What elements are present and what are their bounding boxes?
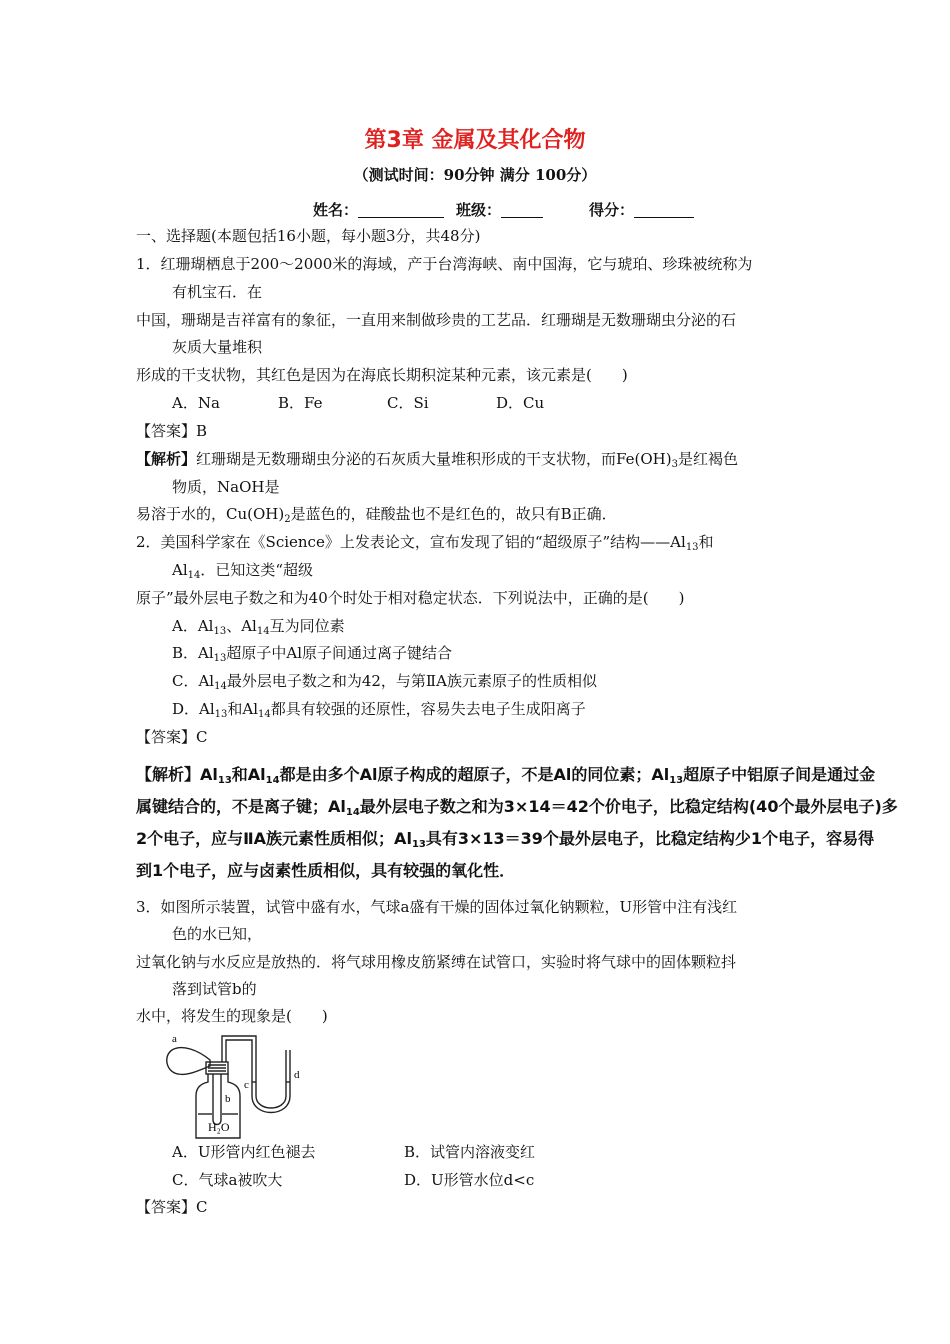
name-label: 姓名：	[313, 201, 359, 219]
apparatus-diagram	[160, 1030, 310, 1140]
q1-analysis	[136, 505, 617, 523]
q2-stem: 原子”最外层电子数之和为40个时处于相对稳定状态．下列说法中，正确的是( )	[136, 589, 685, 607]
analysis-text: 2个电子，应与ⅡA族元素性质相似；Al	[136, 829, 412, 848]
q2-analysis	[136, 829, 874, 849]
q3-option-b: B．试管内溶液变红	[404, 1143, 536, 1161]
q1-option-c: C．Si	[387, 394, 429, 412]
score-blank	[634, 203, 694, 218]
q2-option-a	[172, 617, 345, 635]
q1-option-b: B．Fe	[278, 394, 323, 412]
q2-answer: 【答案】C	[136, 728, 208, 746]
analysis-text: 是蓝色的，硅酸盐也不是红色的，故只有B正确．	[290, 505, 617, 523]
option-text: 超原子中Al原子间通过离子键结合	[226, 644, 453, 662]
subscript: 14	[256, 626, 270, 637]
label-c: c	[244, 1079, 249, 1091]
label-b: b	[225, 1093, 231, 1105]
analysis-text: 超原子中铝原子间是通过金	[683, 765, 876, 784]
stem-text: Al	[172, 561, 188, 579]
subscript: 14	[265, 775, 280, 786]
option-text: 最外层电子数之和为42，与第ⅡA族元素原子的性质相似	[226, 672, 597, 690]
q1-answer: 【答案】B	[136, 422, 208, 440]
analysis-text: 具有3×13＝39个最外层电子，比稳定结构少1个电子，容易得	[425, 829, 875, 848]
analysis-text: 易溶于水的，Cu(OH)	[136, 505, 285, 523]
balloon-shape	[167, 1048, 210, 1075]
analysis-text: 都是由多个Al原子构成的超原子，不是Al的同位素；Al	[279, 765, 670, 784]
label-water: H₂O	[208, 1120, 230, 1134]
q1-analysis: 物质，NaOH是	[172, 478, 280, 496]
subscript: 13	[411, 839, 426, 850]
q3-stem: 3．如图所示装置，试管中盛有水，气球a盛有干燥的固体过氧化钠颗粒，U形管中注有浅红	[136, 898, 738, 916]
q1-stem: 有机宝石．在	[172, 283, 263, 301]
q3-stem: 落到试管b的	[172, 980, 257, 998]
q1-stem: 1．红珊瑚栖息于200～2000米的海域，产于台湾海峡、南中国海，它与琥珀、珍珠被统称为	[136, 255, 753, 273]
subscript: 2	[284, 514, 291, 525]
label-a: a	[172, 1033, 177, 1045]
q2-option-c	[172, 672, 597, 690]
subscript: 3	[671, 459, 678, 470]
subscript: 13	[217, 775, 232, 786]
section-heading: 一、选择题(本题包括16小题，每小题3分，共48分)	[136, 227, 481, 245]
q1-option-d: D．Cu	[496, 394, 545, 412]
subscript: 13	[669, 775, 684, 786]
subscript: 13	[213, 626, 227, 637]
q3-option-c: C．气球a被吹大	[172, 1171, 283, 1189]
q2-analysis	[136, 765, 875, 785]
page-title: 第3章 金属及其化合物	[364, 128, 586, 153]
class-field	[456, 199, 543, 220]
subscript: 13	[214, 709, 228, 720]
subscript: 14	[214, 681, 227, 692]
q3-stem: 色的水已知，	[172, 925, 263, 943]
option-text: A．Al	[172, 617, 214, 635]
stem-text: 和	[698, 533, 714, 551]
option-text: 互为同位素	[269, 617, 345, 635]
class-blank	[501, 203, 543, 218]
q2-option-d	[172, 700, 586, 718]
option-text: D．Al	[172, 700, 215, 718]
stem-text: ．已知这类“超级	[200, 561, 314, 579]
class-label: 班级：	[456, 201, 502, 219]
q2-option-b	[172, 644, 452, 662]
analysis-text: 最外层电子数之和为3×14＝42个价电子，比稳定结构(40个最外层电子)多	[359, 797, 898, 816]
q2-analysis	[136, 797, 898, 817]
q2-analysis: 到1个电子，应与卤素性质相似，具有较强的氧化性．	[136, 861, 516, 880]
analysis-text: 【解析】Al	[136, 765, 218, 784]
option-text: 、Al	[226, 617, 257, 635]
analysis-text: 属键结合的，不是离子键；Al	[136, 797, 346, 816]
subscript: 14	[258, 709, 271, 720]
q1-stem: 灰质大量堆积	[172, 338, 263, 356]
option-text: 和Al	[227, 700, 259, 718]
q3-option-d: D．U形管水位d<c	[404, 1171, 535, 1189]
analysis-tag: 【解析】	[136, 450, 197, 468]
q2-stem	[172, 561, 313, 579]
stem-text: 2．美国科学家在《Science》上发表论文，宣布发现了铝的“超级原子”结构——Al	[136, 533, 686, 551]
exam-info: （测试时间：90分钟 满分 100分）	[353, 166, 597, 184]
name-field	[313, 199, 444, 220]
subscript: 14	[187, 570, 201, 581]
analysis-text: 红珊瑚是无数珊瑚虫分泌的石灰质大量堆积形成的干支状物，而Fe(OH)	[196, 450, 672, 468]
subscript: 14	[345, 807, 360, 818]
analysis-text: 是红褐色	[677, 450, 738, 468]
score-label: 得分：	[589, 201, 635, 219]
q1-stem: 形成的干支状物，其红色是因为在海底长期积淀某种元素，该元素是( )	[136, 366, 628, 384]
q3-stem: 水中，将发生的现象是( )	[136, 1007, 328, 1025]
subscript: 13	[685, 542, 699, 553]
label-d: d	[294, 1069, 300, 1081]
name-blank	[358, 203, 444, 218]
q1-analysis	[136, 450, 738, 468]
q3-stem: 过氧化钠与水反应是放热的．将气球用橡皮筋紧缚在试管口，实验时将气球中的固体颗粒抖	[136, 953, 737, 971]
q1-option-a: A．Na	[172, 394, 220, 412]
q1-stem: 中国，珊瑚是吉祥富有的象征，一直用来制做珍贵的工艺品．红珊瑚是无数珊瑚虫分泌的石	[136, 311, 737, 329]
analysis-text: 和Al	[231, 765, 266, 784]
option-text: 都具有较强的还原性，容易失去电子生成阳离子	[270, 700, 586, 718]
option-text: B．Al	[172, 644, 214, 662]
option-text: C．Al	[172, 672, 215, 690]
q3-answer: 【答案】C	[136, 1198, 208, 1216]
subscript: 13	[213, 653, 227, 664]
q3-option-a: A．U形管内红色褪去	[172, 1143, 316, 1161]
score-field	[589, 199, 694, 220]
q2-stem	[136, 533, 714, 551]
